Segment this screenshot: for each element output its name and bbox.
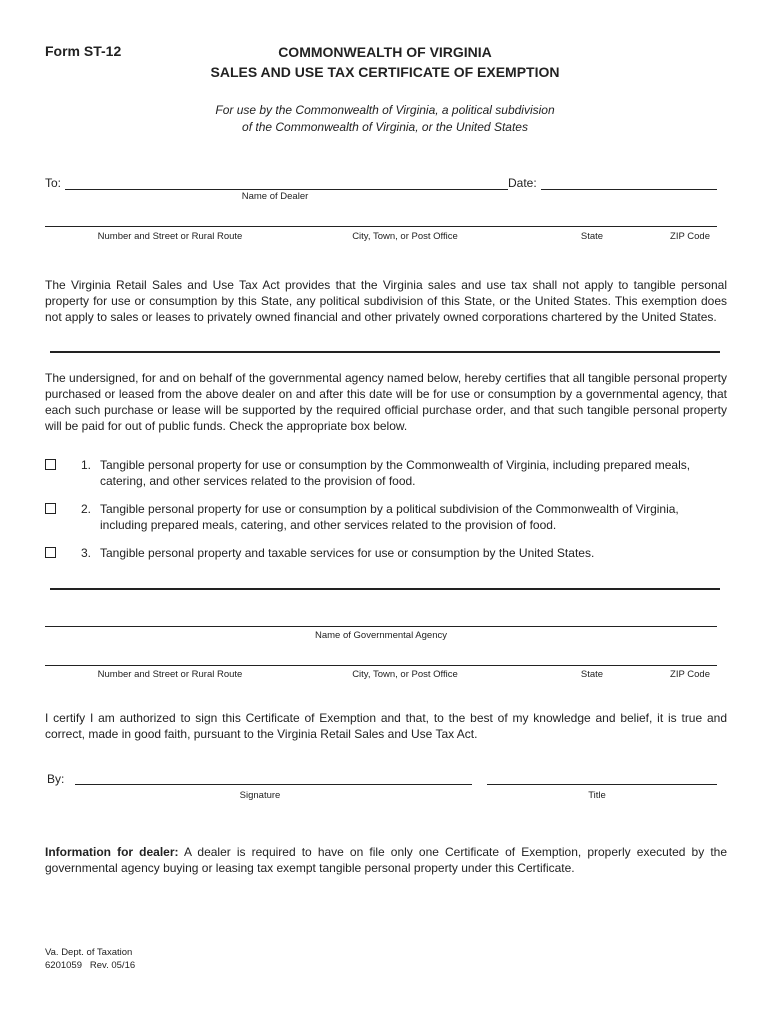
option-1-checkbox[interactable] bbox=[45, 459, 56, 470]
form-subtitle-line1: For use by the Commonwealth of Virginia, a political subdivision bbox=[215, 103, 555, 117]
agency-name-input[interactable] bbox=[48, 611, 714, 626]
dealer-state-caption: State bbox=[580, 231, 604, 242]
dealer-name-caption: Name of Dealer bbox=[241, 191, 309, 202]
agency-zip-caption: ZIP Code bbox=[670, 669, 710, 680]
dealer-zip-caption: ZIP Code bbox=[670, 231, 710, 242]
dealer-address-input[interactable] bbox=[48, 211, 714, 226]
footer-dept: Va. Dept. of Taxation bbox=[45, 947, 133, 958]
dealer-name-line bbox=[65, 189, 508, 190]
option-1-text-line2: catering, and other services related to the provision of food. bbox=[100, 474, 416, 488]
option-2-text-line1: Tangible personal property for use or consumption by a political subdivision of the Commonwealth of Virginia, bbox=[100, 502, 679, 516]
option-3-checkbox[interactable] bbox=[45, 547, 56, 558]
signature-input[interactable] bbox=[78, 769, 468, 784]
agency-address-input[interactable] bbox=[48, 650, 714, 665]
dealer-street-caption: Number and Street or Rural Route bbox=[97, 231, 243, 242]
to-label: To: bbox=[45, 176, 62, 190]
option-1 bbox=[81, 457, 726, 489]
dealer-info-heading: Information for dealer: bbox=[45, 845, 179, 859]
option-1-text-line1: Tangible personal property for use or consumption by the Commonwealth of Virginia, including prepared meals, bbox=[100, 458, 691, 472]
title-caption: Title bbox=[588, 790, 606, 801]
footer bbox=[45, 946, 135, 972]
signature-line bbox=[75, 784, 472, 785]
dealer-info-text: A dealer is required to have on file only one Certificate of Exemption, properly executed by the governmental agency buying or leasing tax exempt tangible personal property under this Certificate. bbox=[45, 845, 728, 875]
option-3-number: 3. bbox=[81, 546, 92, 560]
footer-form-rev: 6201059 Rev. 05/16 bbox=[45, 960, 136, 971]
option-3 bbox=[81, 545, 726, 561]
authorization-text: I certify I am authorized to sign this Certificate of Exemption and that, to the best of my knowledge and belief, it is true and correct, made in good faith, pursuant to the Virginia Retail Sales and Use Tax Act. bbox=[45, 711, 727, 741]
by-label: By: bbox=[47, 772, 65, 786]
dealer-information bbox=[45, 844, 727, 876]
agency-name-caption: Name of Governmental Agency bbox=[314, 630, 447, 641]
exemption-statement: The Virginia Retail Sales and Use Tax Act provides that the Virginia sales and use tax shall not apply to tangible personal property for use or consumption by this State, any political subdivision of this State, or the United States. This exemption does not apply to sales or leases to privately owned financial and other privately owned corporations chartered by the United States. bbox=[45, 278, 727, 324]
option-2-number: 2. bbox=[81, 502, 92, 516]
form-subtitle-line2: of the Commonwealth of Virginia, or the United States bbox=[242, 120, 528, 134]
dealer-name-input[interactable] bbox=[68, 174, 504, 189]
agency-street-caption: Number and Street or Rural Route bbox=[97, 669, 243, 680]
agency-state-caption: State bbox=[580, 669, 604, 680]
signature-caption: Signature bbox=[239, 790, 281, 801]
agency-city-caption: City, Town, or Post Office bbox=[352, 669, 458, 680]
option-3-text-line1: Tangible personal property and taxable services for use or consumption by the United States. bbox=[100, 546, 595, 560]
date-line bbox=[541, 189, 717, 190]
option-2-checkbox[interactable] bbox=[45, 503, 56, 514]
section-divider bbox=[50, 351, 720, 353]
date-input[interactable] bbox=[544, 174, 714, 189]
form-title-line2: SALES AND USE TAX CERTIFICATE OF EXEMPTION bbox=[210, 64, 560, 80]
title-line bbox=[487, 784, 717, 785]
form-number: Form ST-12 bbox=[45, 43, 122, 59]
agency-name-line bbox=[45, 626, 717, 627]
agency-address-line bbox=[45, 665, 717, 666]
dealer-address-line bbox=[45, 226, 717, 227]
form-title-line1: COMMONWEALTH OF VIRGINIA bbox=[278, 44, 492, 60]
date-label: Date: bbox=[508, 176, 537, 190]
option-1-number: 1. bbox=[81, 458, 92, 472]
title-input[interactable] bbox=[490, 769, 714, 784]
option-2-text-line2: including prepared meals, catering, and other services related to the provision of food. bbox=[100, 518, 557, 532]
option-2 bbox=[81, 501, 726, 533]
dealer-city-caption: City, Town, or Post Office bbox=[352, 231, 458, 242]
certification-text: The undersigned, for and on behalf of the governmental agency named below, hereby certifies that all tangible personal property purchased or leased from the above dealer on and after this date will be for use or consumption by a governmental agency, that each such purchase or lease will be supported by the required official purchase order, and that such tangible personal property will be paid for out of public funds. Check the appropriate box below. bbox=[45, 371, 727, 433]
section-divider-2 bbox=[50, 588, 720, 590]
